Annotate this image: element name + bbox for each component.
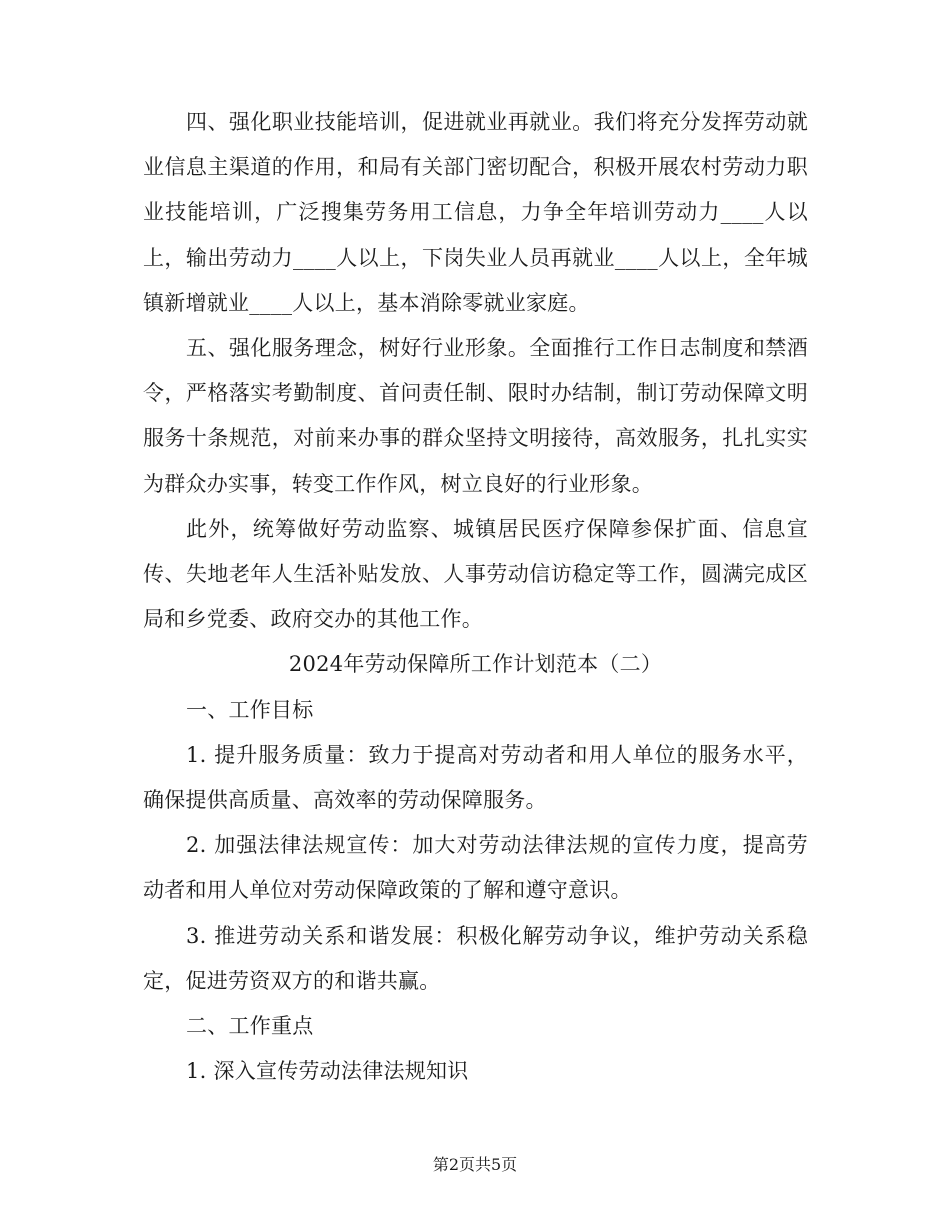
document-body (143, 100, 808, 1094)
focus-item-1: 1. 深入宣传劳动法律法规知识 (186, 1059, 469, 1084)
paragraph-additional-work: 此外，统筹做好劳动监察、城镇居民医疗保障参保扩面、信息宣传、失地老年人生活补贴发放、人事劳动信访稳定等工作，圆满完成区局和乡党委、政府交办的其他工作。 (143, 516, 808, 632)
paragraph-service-concept: 五、强化服务理念，树好行业形象。全面推行工作日志制度和禁酒令，严格落实考勤制度、首问责任制、限时办结制，制订劳动保障文明服务十条规范，对前来办事的群众坚持文明接待，高效服务，扎扎实实为群众办实事，转变工作作风，树立良好的行业形象。 (143, 336, 808, 496)
paragraph-skills-training: 四、强化职业技能培训，促进就业再就业。我们将充分发挥劳动就业信息主渠道的作用，和局有关部门密切配合，积极开展农村劳动力职业技能培训，广泛搜集劳务用工信息，力争全年培训劳动力____人以上，输出劳动力____人以上，下岗失业人员再就业____人以上，全年城镇新增就业____人以上，基本消除零就业家庭。 (143, 110, 808, 315)
section-title: 2024年劳动保障所工作计划范本（二） (288, 652, 663, 677)
goal-item-1: 1. 提升服务质量：致力于提高对劳动者和用人单位的服务水平，确保提供高质量、高效率的劳动保障服务。 (143, 742, 808, 813)
heading-work-goals: 一、工作目标 (186, 697, 314, 722)
goal-item-2: 2. 加强法律法规宣传：加大对劳动法律法规的宣传力度，提高劳动者和用人单位对劳动保障政策的了解和遵守意识。 (143, 833, 808, 903)
page-number: 第2页共5页 (432, 1155, 518, 1174)
goal-item-3: 3. 推进劳动关系和谐发展：积极化解劳动争议，维护劳动关系稳定，促进劳资双方的和谐共赢。 (143, 923, 808, 993)
heading-work-focus: 二、工作重点 (186, 1014, 314, 1039)
